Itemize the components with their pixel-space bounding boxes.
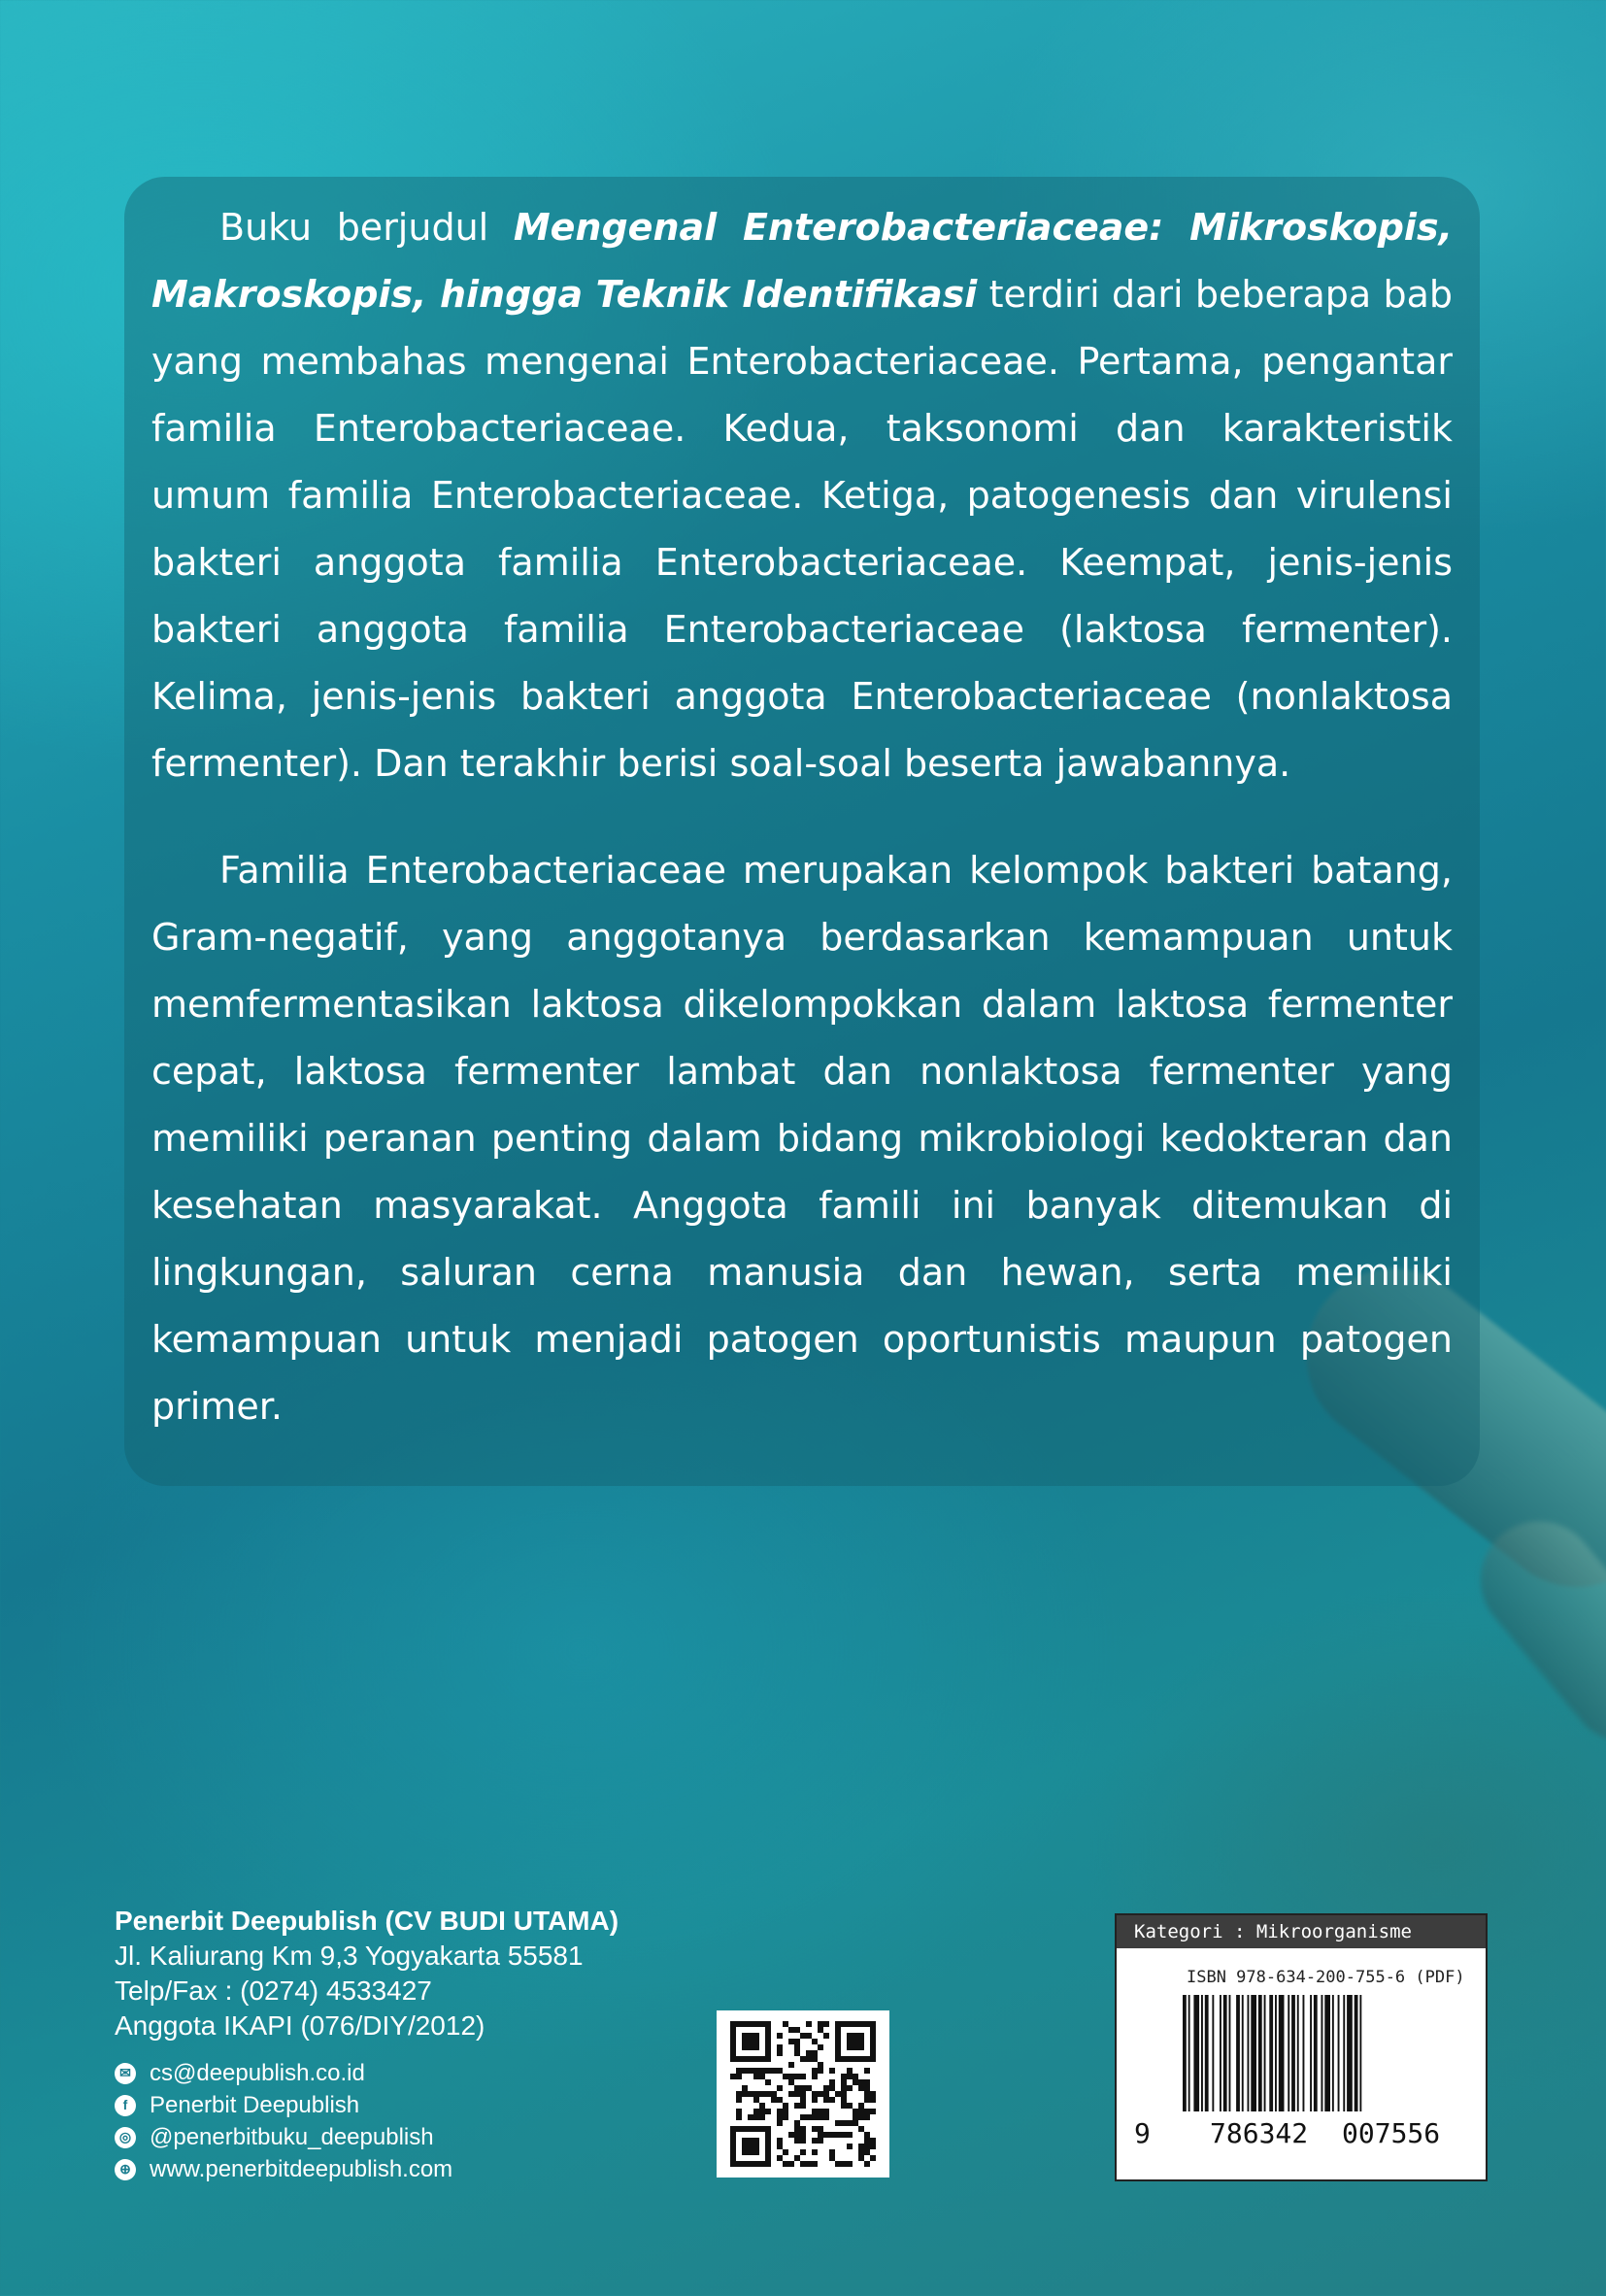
barcode: [1179, 1995, 1422, 2119]
barcode-digits-left: 786342: [1210, 2117, 1309, 2149]
paragraph-1-prefix: Buku berjudul: [219, 206, 514, 249]
contact-facebook[interactable]: [115, 2089, 619, 2121]
publisher-member: Anggota IKAPI (076/DIY/2012): [115, 2010, 485, 2041]
globe-icon: ⊕: [115, 2159, 136, 2180]
instagram-icon: ◎: [115, 2127, 136, 2148]
facebook-icon: f: [115, 2095, 136, 2116]
contact-facebook-text: Penerbit Deepublish: [150, 2092, 360, 2118]
barcode-digit-first: 9: [1134, 2117, 1151, 2149]
category-label: Kategori : Mikroorganisme: [1117, 1915, 1486, 1948]
qr-code[interactable]: [717, 2010, 889, 2178]
isbn-box: [1115, 1913, 1488, 2181]
barcode-digits-right: 007556: [1342, 2117, 1441, 2149]
description-paragraph-2: Familia Enterobacteriaceae merupakan kelompok bakteri batang, Gram-negatif, yang anggotanya berdasarkan kemampuan untuk memfermentasikan laktosa dikelompokkan dalam laktosa fermenter cepat, laktosa fermenter lambat dan nonlaktosa fermenter yang memiliki peranan penting dalam bidang mikrobiologi kedokteran dan kesehatan masyarakat. Anggota famili ini banyak ditemukan di lingkungan, saluran cerna manusia dan hewan, serta memiliki kemampuan untuk menjadi patogen oportunistis maupun patogen primer.: [151, 849, 1453, 1428]
description-paragraph-1: [151, 194, 1453, 797]
contact-website[interactable]: [115, 2153, 619, 2185]
paragraph-1-suffix: terdiri dari beberapa bab yang membahas mengenai Enterobacteriaceae. Pertama, pengantar familia Enterobacteriaceae. Kedua, taksonomi dan karakteristik umum familia Enterobacteriaceae. Ketiga, patogenesis dan virulensi bakteri anggota familia Enterobacteriaceae. Keempat, jenis-jenis bakteri anggota familia Enterobacteriaceae (laktosa fermenter). Kelima, jenis-jenis bakteri anggota Enterobacteriaceae (nonlaktosa fermenter). Dan terakhir berisi soal-soal beserta jawabannya.: [151, 273, 1453, 785]
contact-list: [115, 2057, 619, 2185]
contact-instagram[interactable]: [115, 2121, 619, 2153]
contact-email-text: cs@deepublish.co.id: [150, 2060, 365, 2086]
publisher-address: Jl. Kaliurang Km 9,3 Yogyakarta 55581: [115, 1941, 584, 1971]
book-title: Mengenal Enterobacteriaceae: Mikroskopis, Makroskopis, hingga Teknik Identifikasi: [151, 206, 1454, 316]
contact-email[interactable]: [115, 2057, 619, 2089]
publisher-info: [115, 1904, 619, 2185]
description-panel: [124, 177, 1480, 1486]
contact-instagram-text: @penerbitbuku_deepublish: [150, 2124, 434, 2150]
publisher-phone: Telp/Fax : (0274) 4533427: [115, 1975, 432, 2006]
contact-website-text: www.penerbitdeepublish.com: [150, 2156, 453, 2182]
publisher-name: Penerbit Deepublish (CV BUDI UTAMA): [115, 1906, 619, 1936]
email-icon: ✉: [115, 2063, 136, 2084]
isbn-number: ISBN 978-634-200-755-6 (PDF): [1187, 1968, 1465, 1987]
